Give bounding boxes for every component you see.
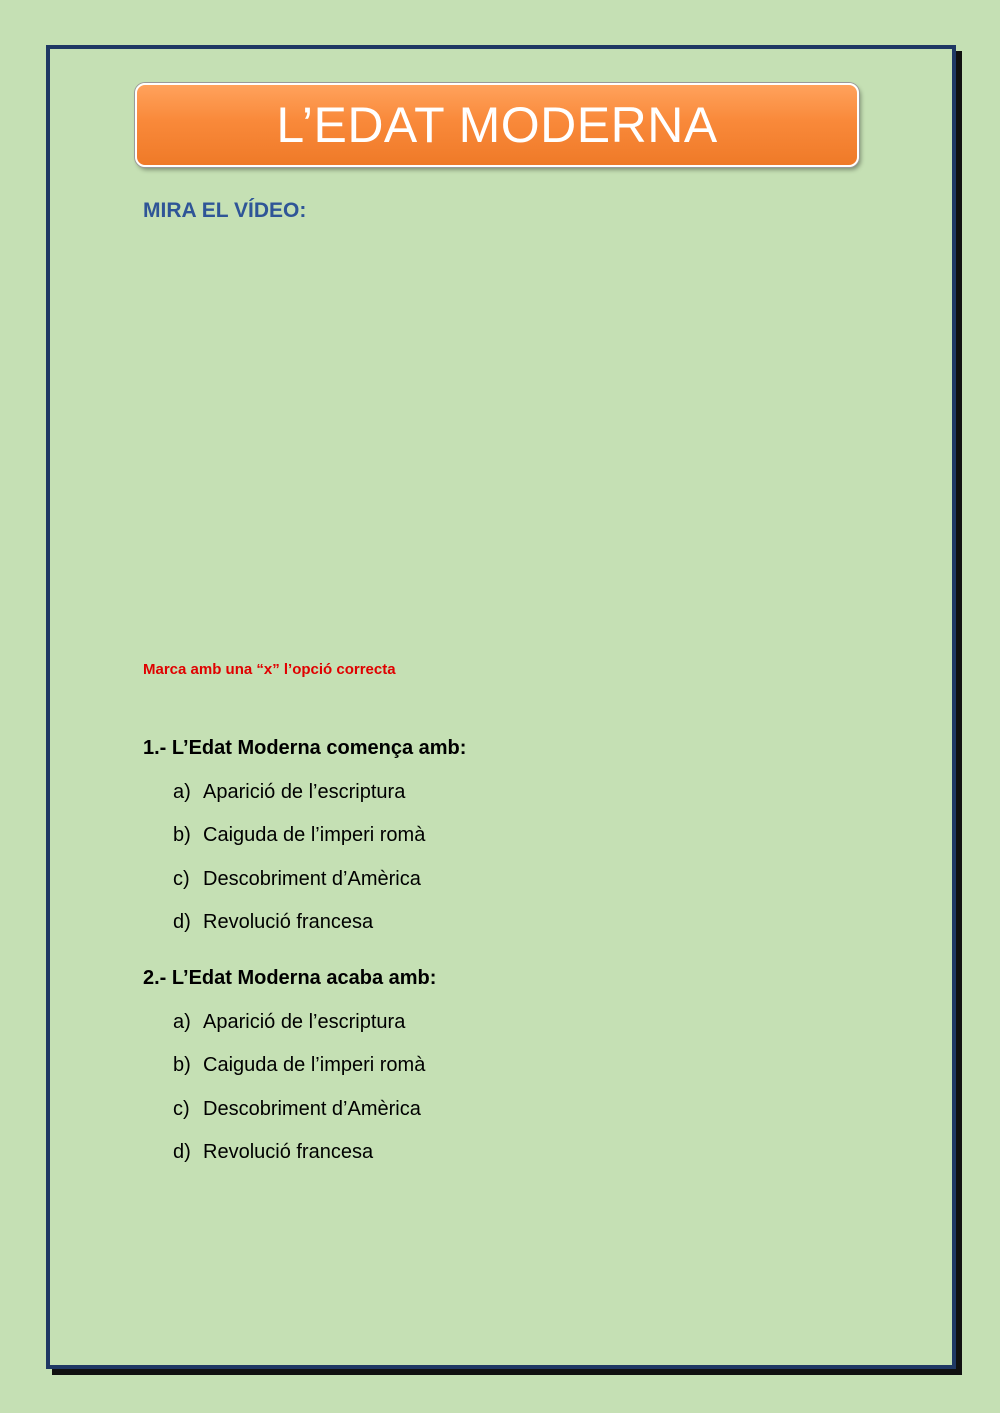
option-letter: d) bbox=[173, 1140, 191, 1163]
option-letter: b) bbox=[173, 1054, 191, 1077]
option-text: Descobriment d’Amèrica bbox=[203, 1097, 421, 1120]
question-2-option-b[interactable] bbox=[173, 1054, 425, 1097]
question-2-option-a[interactable] bbox=[173, 1011, 425, 1054]
question-1-label: 1.- L’Edat Moderna comença amb: bbox=[143, 737, 467, 759]
option-text: Revolució francesa bbox=[203, 910, 374, 933]
option-letter: a) bbox=[173, 781, 191, 803]
page-title: L’EDAT MODERNA bbox=[276, 97, 718, 153]
video-embed-area[interactable] bbox=[143, 240, 863, 630]
question-2-options bbox=[173, 1011, 425, 1184]
option-text: Caiguda de l’imperi romà bbox=[203, 824, 426, 847]
question-1-option-a[interactable] bbox=[173, 781, 425, 824]
option-text: Descobriment d’Amèrica bbox=[203, 867, 421, 890]
question-1-option-b[interactable] bbox=[173, 824, 425, 867]
question-2-label: 2.- L’Edat Moderna acaba amb: bbox=[143, 967, 437, 989]
video-heading: MIRA EL VÍDEO: bbox=[143, 199, 307, 222]
option-letter: d) bbox=[173, 910, 191, 933]
option-text: Revolució francesa bbox=[203, 1140, 374, 1163]
option-letter: c) bbox=[173, 867, 190, 890]
option-letter: b) bbox=[173, 824, 191, 847]
question-2-option-c[interactable] bbox=[173, 1098, 425, 1141]
option-text: Caiguda de l’imperi romà bbox=[203, 1054, 426, 1077]
instruction-text: Marca amb una “x” l’opció correcta bbox=[143, 661, 396, 678]
option-letter: a) bbox=[173, 1011, 191, 1033]
option-text: Aparició de l’escriptura bbox=[203, 1011, 406, 1033]
option-text: Aparició de l’escriptura bbox=[203, 781, 406, 803]
question-1-option-d[interactable] bbox=[173, 911, 425, 954]
question-1-option-c[interactable] bbox=[173, 868, 425, 911]
option-letter: c) bbox=[173, 1097, 190, 1120]
title-banner bbox=[135, 83, 859, 167]
question-2-option-d[interactable] bbox=[173, 1141, 425, 1184]
question-1-options bbox=[173, 781, 425, 954]
